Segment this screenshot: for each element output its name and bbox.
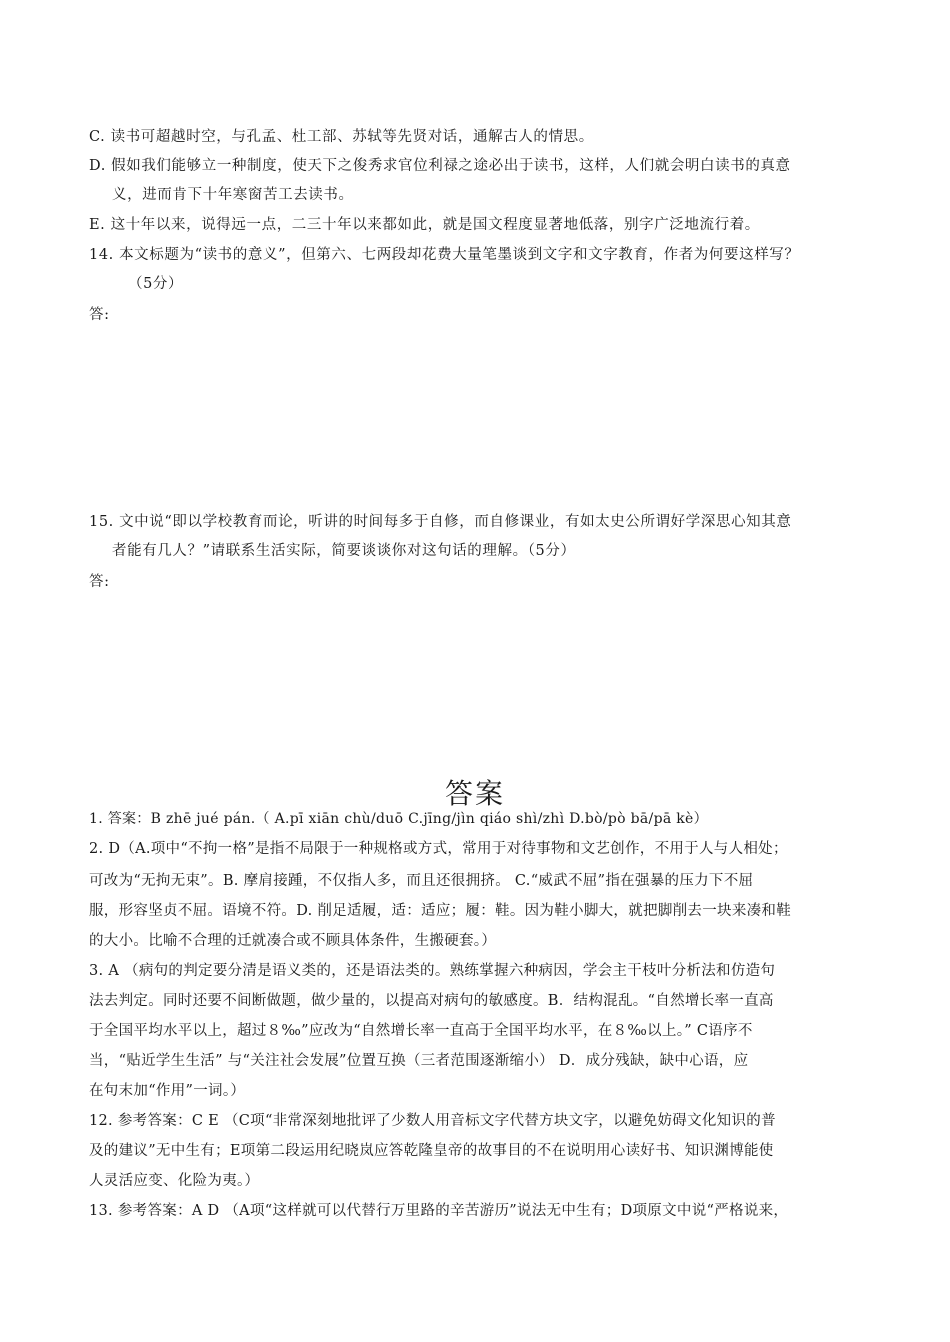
answer-line: 可改为“无拘无束”。B. 摩肩接踵，不仅指人多，而且还很拥挤。 C.“威武不屈”指在强暴的压力下不屈 <box>89 873 754 889</box>
answer-line: 法去判定。同时还要不间断做题，做少量的，以提高对病句的敏感度。B．结构混乱。“自然增长率一直高 <box>89 993 774 1009</box>
answer-line: 12. 参考答案：C E （C项“非常深刻地批评了少数人用音标文字代替方块文字，以避免妨碍文化知识的普 <box>89 1113 776 1129</box>
answer-line: 的大小。比喻不合理的迁就凑合或不顾具体条件，生搬硬套。） <box>89 933 497 949</box>
answer-line: 当，“贴近学生生活” 与“关注社会发展”位置互换（三者范围逐渐缩小） D．成分残缺，缺中心语，应 <box>89 1053 749 1069</box>
option-d-line2: 义，进而肯下十年寒窗苦工去读书。 <box>112 187 354 203</box>
answer-line: 人灵活应变、化险为夷。） <box>89 1173 260 1189</box>
answer-line: 及的建议”无中生有；E项第二段运用纪晓岚应答乾隆皇帝的故事目的不在说明用心读好书、知识渊博能使 <box>89 1143 774 1159</box>
answer-line: 1. 答案：B zhē jué pán.（ A.pī xiān chù/duō C.jīng/jìn qiáo shì/zhì D.bò/pò bā/pā kè） <box>89 811 708 827</box>
option-d-line1: D. 假如我们能够立一种制度，使天下之俊秀求官位利禄之途必出于读书，这样，人们就会明白读书的真意 <box>89 158 791 174</box>
answers-title: 答案 <box>444 777 505 810</box>
answer-line: 13. 参考答案：A D （A项“这样就可以代替行万里路的辛苦游历”说法无中生有；D项原文中说“严格说来， <box>89 1203 789 1219</box>
question-14-line1: 14. 本文标题为“读书的意义”，但第六、七两段却花费大量笔墨谈到文字和文字教育，作者为何要这样写？ <box>89 247 800 263</box>
answer-line: 服，形容坚贞不屈。语境不符。D. 削足适履，适：适应；履：鞋。因为鞋小脚大，就把脚削去一块来凑和鞋 <box>89 903 792 919</box>
question-15-answer-label: 答: <box>89 574 110 590</box>
question-15-line2: 者能有几人？”请联系生活实际，简要谈谈你对这句话的理解。（5分） <box>112 543 576 559</box>
question-14-line2: （5分） <box>128 276 184 292</box>
answer-line: 于全国平均水平以上，超过８‰”应改为“自然增长率一直高于全国平均水平，在８‰以上。” C语序不 <box>89 1023 753 1039</box>
answer-line: 在句末加“作用”一词。） <box>89 1083 246 1099</box>
question-15-line1: 15. 文中说“即以学校教育而论，听讲的时间每多于自修，而自修课业，有如太史公所谓好学深思心知其意 <box>89 514 792 530</box>
answer-line: 3. A （病句的判定要分清是语义类的，还是语法类的。熟练掌握六种病因，学会主干枝叶分析法和仿造句 <box>89 963 776 979</box>
option-e: E. 这十年以来，说得远一点，二三十年以来都如此，就是国文程度显著地低落，别字广泛地流行着。 <box>89 217 760 233</box>
answer-line: 2. D（A.项中“不拘一格”是指不局限于一种规格或方式，常用于对待事物和文艺创作，不用于人与人相处； <box>89 841 788 857</box>
option-c: C. 读书可超越时空，与孔孟、杜工部、苏轼等先贤对话，通解古人的情思。 <box>89 129 594 145</box>
question-14-answer-label: 答: <box>89 307 110 323</box>
